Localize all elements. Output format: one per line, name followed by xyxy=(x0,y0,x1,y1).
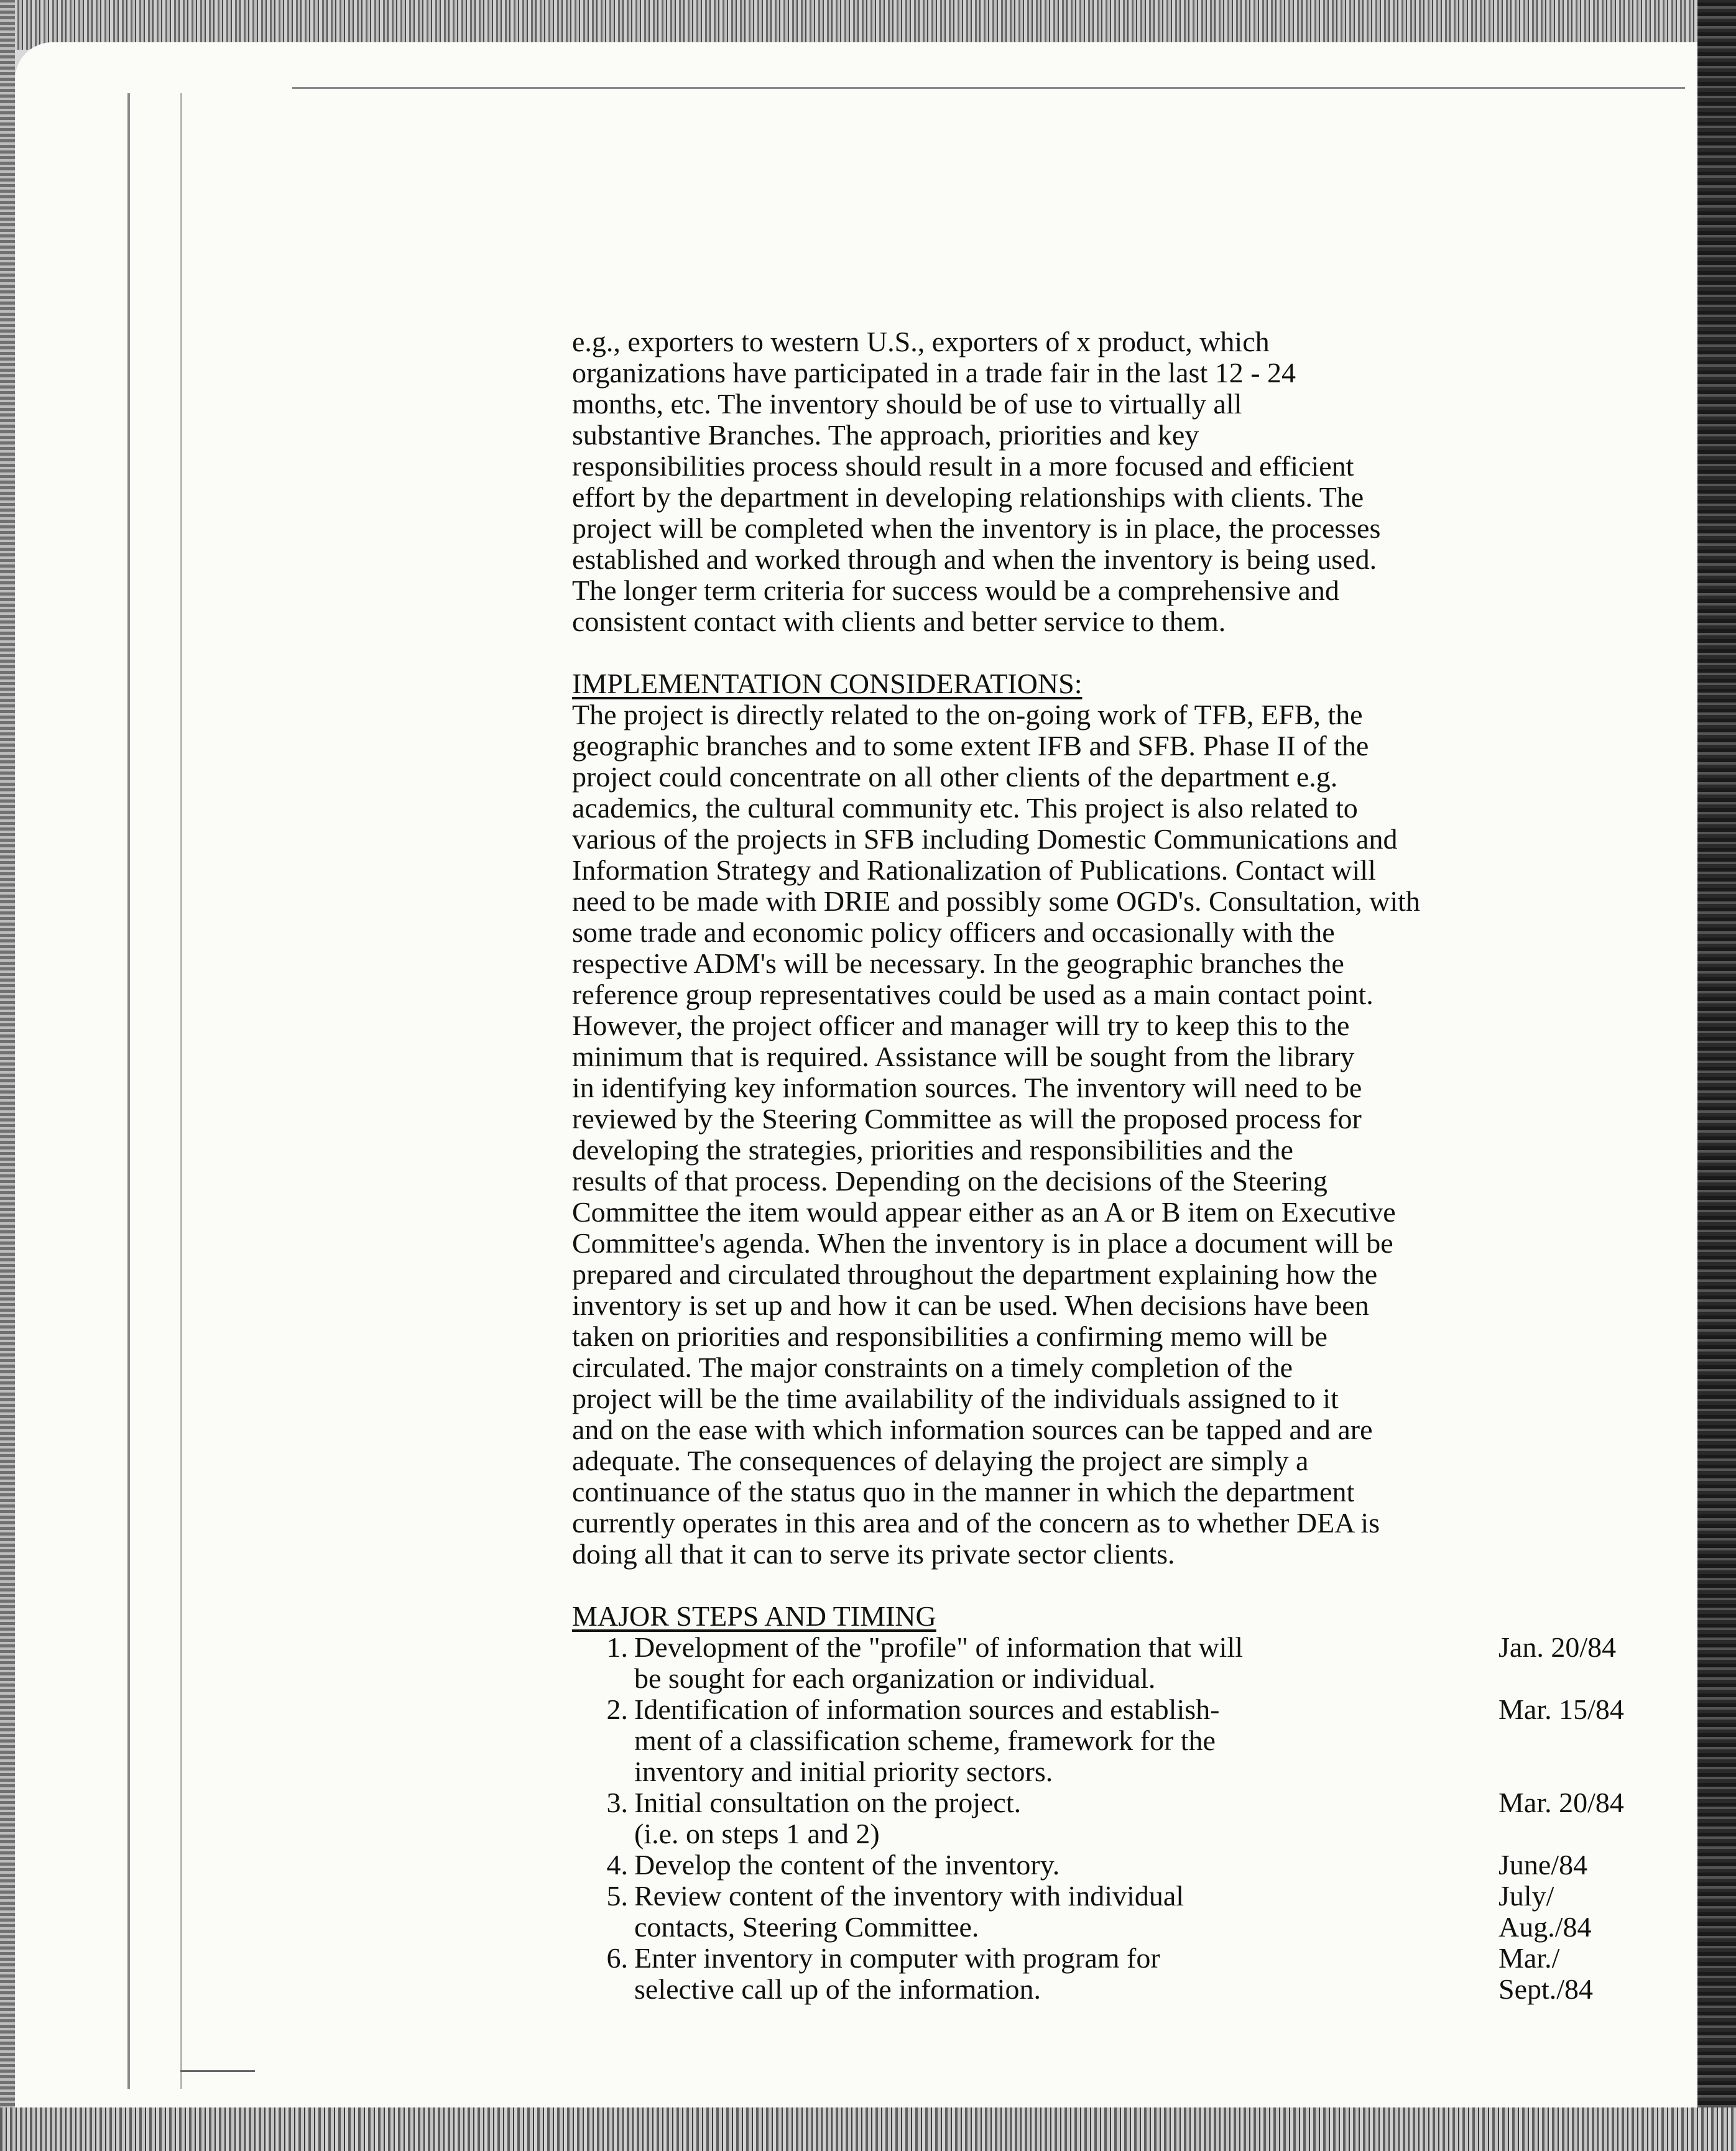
text-line: adequate. The consequences of delaying the project are simply a xyxy=(572,1445,1309,1476)
text-line: months, etc. The inventory should be of use to virtually all xyxy=(572,388,1242,420)
text-line: The project is directly related to the on-going work of TFB, EFB, the xyxy=(572,699,1363,730)
step-item xyxy=(572,1881,1691,1943)
step-text-line: inventory and initial priority sectors. xyxy=(634,1756,1053,1787)
step-number: 1. xyxy=(606,1631,628,1663)
step-number: 2. xyxy=(606,1693,628,1725)
step-date-line: June/84 xyxy=(1498,1849,1588,1881)
steps-heading: MAJOR STEPS AND TIMING xyxy=(572,1600,936,1632)
step-item xyxy=(572,1632,1691,1694)
text-line: inventory is set up and how it can be used. When decisions have been xyxy=(572,1289,1369,1321)
step-date-line: Mar./ xyxy=(1498,1942,1560,1974)
step-item xyxy=(572,1943,1691,2005)
step-item xyxy=(572,1694,1691,1787)
text-line: project will be completed when the inventory is in place, the processes xyxy=(572,512,1381,544)
step-date xyxy=(1498,1632,1616,1663)
text-line: However, the project officer and manager will try to keep this to the xyxy=(572,1010,1350,1041)
text-line: and on the ease with which information sources can be tapped and are xyxy=(572,1414,1373,1445)
step-text-line: Develop the content of the inventory. xyxy=(634,1849,1060,1881)
text-line: geographic branches and to some extent IFB and SFB. Phase II of the xyxy=(572,730,1369,762)
step-text-line: ment of a classification scheme, framework for the xyxy=(634,1725,1216,1756)
step-number: 5. xyxy=(606,1880,628,1912)
document-body xyxy=(572,326,1691,2005)
step-number: 4. xyxy=(606,1849,628,1881)
step-date xyxy=(1498,1849,1587,1881)
step-text-line: Initial consultation on the project. xyxy=(634,1787,1022,1818)
paragraph-implementation xyxy=(572,699,1691,1570)
step-date-line: July/ xyxy=(1498,1880,1554,1912)
text-line: developing the strategies, priorities and responsibilities and the xyxy=(572,1134,1293,1166)
binder-fold-line xyxy=(127,93,130,2089)
step-date-line: Aug./84 xyxy=(1498,1911,1592,1943)
text-line: circulated. The major constraints on a timely completion of the xyxy=(572,1352,1293,1383)
text-line: continuance of the status quo in the manner in which the department xyxy=(572,1476,1355,1508)
text-line: consistent contact with clients and better service to them. xyxy=(572,606,1226,637)
step-date-line: Jan. 20/84 xyxy=(1498,1631,1617,1663)
scan-noise-bottom xyxy=(0,2107,1736,2151)
text-line: currently operates in this area and of the concern as to whether DEA is xyxy=(572,1507,1380,1539)
text-line: minimum that is required. Assistance will be sought from the library xyxy=(572,1041,1355,1072)
step-text-line: Review content of the inventory with individual xyxy=(634,1880,1184,1912)
text-line: effort by the department in developing relationships with clients. The xyxy=(572,481,1364,513)
text-line: prepared and circulated throughout the department explaining how the xyxy=(572,1258,1378,1290)
text-line: reference group representatives could be used as a main contact point. xyxy=(572,979,1374,1010)
text-line: in identifying key information sources. The inventory will need to be xyxy=(572,1072,1362,1103)
text-line: established and worked through and when the inventory is being used. xyxy=(572,543,1377,575)
step-text-line: Enter inventory in computer with program for xyxy=(634,1942,1160,1974)
text-line: The longer term criteria for success would be a comprehensive and xyxy=(572,574,1339,606)
step-text-line: be sought for each organization or individual. xyxy=(634,1662,1156,1694)
scan-noise-left xyxy=(0,0,15,2151)
step-item xyxy=(572,1849,1691,1881)
step-text-line: (i.e. on steps 1 and 2) xyxy=(634,1818,880,1849)
text-line: organizations have participated in a trade fair in the last 12 - 24 xyxy=(572,357,1296,389)
text-line: doing all that it can to serve its private sector clients. xyxy=(572,1538,1175,1570)
step-date xyxy=(1498,1694,1624,1725)
bottom-rule xyxy=(180,2070,255,2072)
step-date xyxy=(1498,1787,1624,1818)
text-line: substantive Branches. The approach, priorities and key xyxy=(572,419,1199,451)
binder-fold-line-inner xyxy=(180,93,182,2089)
scan-noise-right xyxy=(1697,0,1736,2151)
text-line: respective ADM's will be necessary. In the geographic branches the xyxy=(572,947,1344,979)
text-line: Committee's agenda. When the inventory is in place a document will be xyxy=(572,1227,1393,1259)
step-date-line: Mar. 20/84 xyxy=(1498,1787,1624,1818)
text-line: some trade and economic policy officers and occasionally with the xyxy=(572,916,1335,948)
step-text-line: selective call up of the information. xyxy=(634,1973,1041,2005)
text-line: various of the projects in SFB including Domestic Communications and xyxy=(572,823,1398,855)
step-number: 6. xyxy=(606,1942,628,1974)
text-line: Committee the item would appear either as an A or B item on Executive xyxy=(572,1196,1396,1228)
text-line: e.g., exporters to western U.S., exporters of x product, which xyxy=(572,326,1270,357)
steps-list xyxy=(572,1632,1691,2005)
text-line: project could concentrate on all other clients of the department e.g. xyxy=(572,761,1338,793)
step-date xyxy=(1498,1943,1593,2005)
text-line: taken on priorities and responsibilities a confirming memo will be xyxy=(572,1320,1327,1352)
text-line: responsibilities process should result in a more focused and efficient xyxy=(572,450,1354,482)
text-line: need to be made with DRIE and possibly some OGD's. Consultation, with xyxy=(572,885,1420,917)
step-text-line: contacts, Steering Committee. xyxy=(634,1911,979,1943)
step-date-line: Sept./84 xyxy=(1498,1973,1594,2005)
paragraph-intro xyxy=(572,326,1691,637)
step-date-line: Mar. 15/84 xyxy=(1498,1693,1624,1725)
text-line: project will be the time availability of the individuals assigned to it xyxy=(572,1383,1339,1414)
step-item xyxy=(572,1787,1691,1849)
text-line: reviewed by the Steering Committee as will the proposed process for xyxy=(572,1103,1362,1135)
step-text-line: Development of the "profile" of information that will xyxy=(634,1631,1244,1663)
implementation-heading: IMPLEMENTATION CONSIDERATIONS: xyxy=(572,668,1083,699)
step-text-line: Identification of information sources and establish- xyxy=(634,1693,1220,1725)
step-date xyxy=(1498,1881,1592,1943)
step-number: 3. xyxy=(606,1787,628,1818)
text-line: results of that process. Depending on the decisions of the Steering xyxy=(572,1165,1327,1197)
text-line: Information Strategy and Rationalization of Publications. Contact will xyxy=(572,854,1376,886)
text-line: academics, the cultural community etc. This project is also related to xyxy=(572,792,1358,824)
top-rule xyxy=(292,87,1685,89)
